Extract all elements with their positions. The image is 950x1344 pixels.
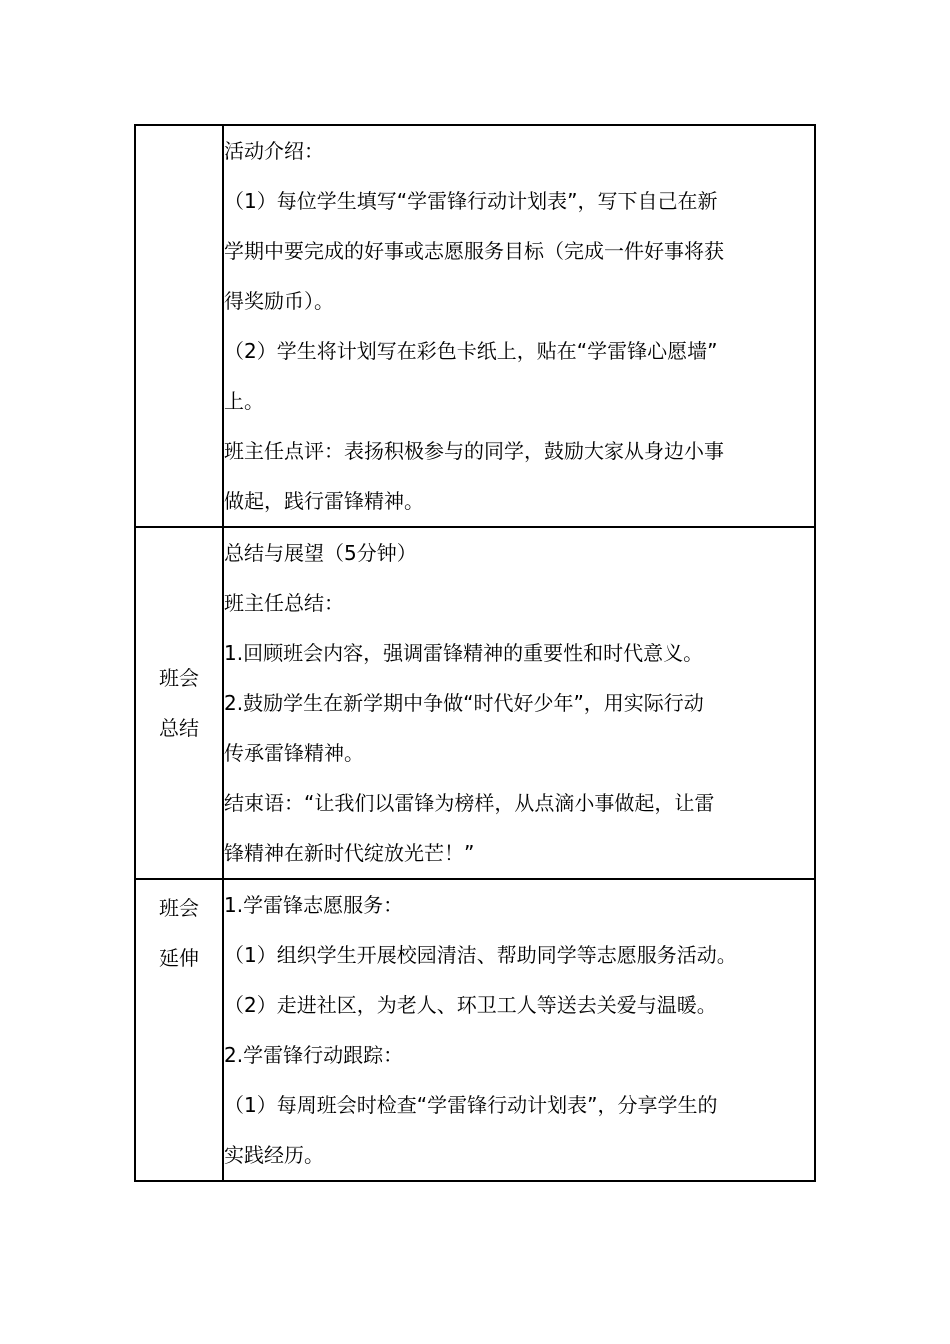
content-line: （2）走进社区，为老人、环卫工人等送去关爱与温暖。 bbox=[224, 993, 717, 1017]
row-label-line: 班会 bbox=[159, 896, 199, 920]
content-line: （1）每位学生填写“学雷锋行动计划表”，写下自己在新 bbox=[224, 189, 718, 213]
row-label-cell bbox=[135, 527, 223, 879]
content-line: 1.回顾班会内容，强调雷锋精神的重要性和时代意义。 bbox=[224, 641, 704, 665]
row-label-line: 总结 bbox=[159, 716, 199, 740]
content-line: 得奖励币）。 bbox=[224, 289, 334, 313]
table-row-activity bbox=[135, 125, 815, 527]
row-content-cell bbox=[223, 527, 815, 879]
content-line: 做起，践行雷锋精神。 bbox=[224, 489, 424, 513]
row-label-line: 延伸 bbox=[159, 946, 199, 970]
content-line: 班主任总结： bbox=[224, 591, 344, 615]
content-line: 锋精神在新时代绽放光芒！” bbox=[224, 841, 475, 865]
content-line: 2.鼓励学生在新学期中争做“时代好少年”，用实际行动 bbox=[224, 691, 704, 715]
content-line: 上。 bbox=[224, 389, 264, 413]
row-content-cell bbox=[223, 125, 815, 527]
content-line: 班主任点评：表扬积极参与的同学，鼓励大家从身边小事 bbox=[224, 439, 724, 463]
content-line: 实践经历。 bbox=[224, 1143, 324, 1167]
content-line: 总结与展望（5分钟） bbox=[224, 541, 417, 565]
content-line: 传承雷锋精神。 bbox=[224, 741, 364, 765]
row-label-cell bbox=[135, 125, 223, 527]
content-line: 1.学雷锋志愿服务： bbox=[224, 893, 404, 917]
content-line: （1）每周班会时检查“学雷锋行动计划表”，分享学生的 bbox=[224, 1093, 718, 1117]
content-line: 2.学雷锋行动跟踪： bbox=[224, 1043, 404, 1067]
class-meeting-plan-table bbox=[134, 124, 816, 1182]
table-row-extension bbox=[135, 879, 815, 1181]
row-content-cell bbox=[223, 879, 815, 1181]
content-line: （2）学生将计划写在彩色卡纸上，贴在“学雷锋心愿墙” bbox=[224, 339, 718, 363]
content-line: 活动介绍： bbox=[224, 139, 324, 163]
content-line: 学期中要完成的好事或志愿服务目标（完成一件好事将获 bbox=[224, 239, 724, 263]
row-label-cell bbox=[135, 879, 223, 1181]
row-label-line: 班会 bbox=[159, 666, 199, 690]
table-row-summary bbox=[135, 527, 815, 879]
content-line: 结束语：“让我们以雷锋为榜样，从点滴小事做起，让雷 bbox=[224, 791, 715, 815]
content-line: （1）组织学生开展校园清洁、帮助同学等志愿服务活动。 bbox=[224, 943, 737, 967]
